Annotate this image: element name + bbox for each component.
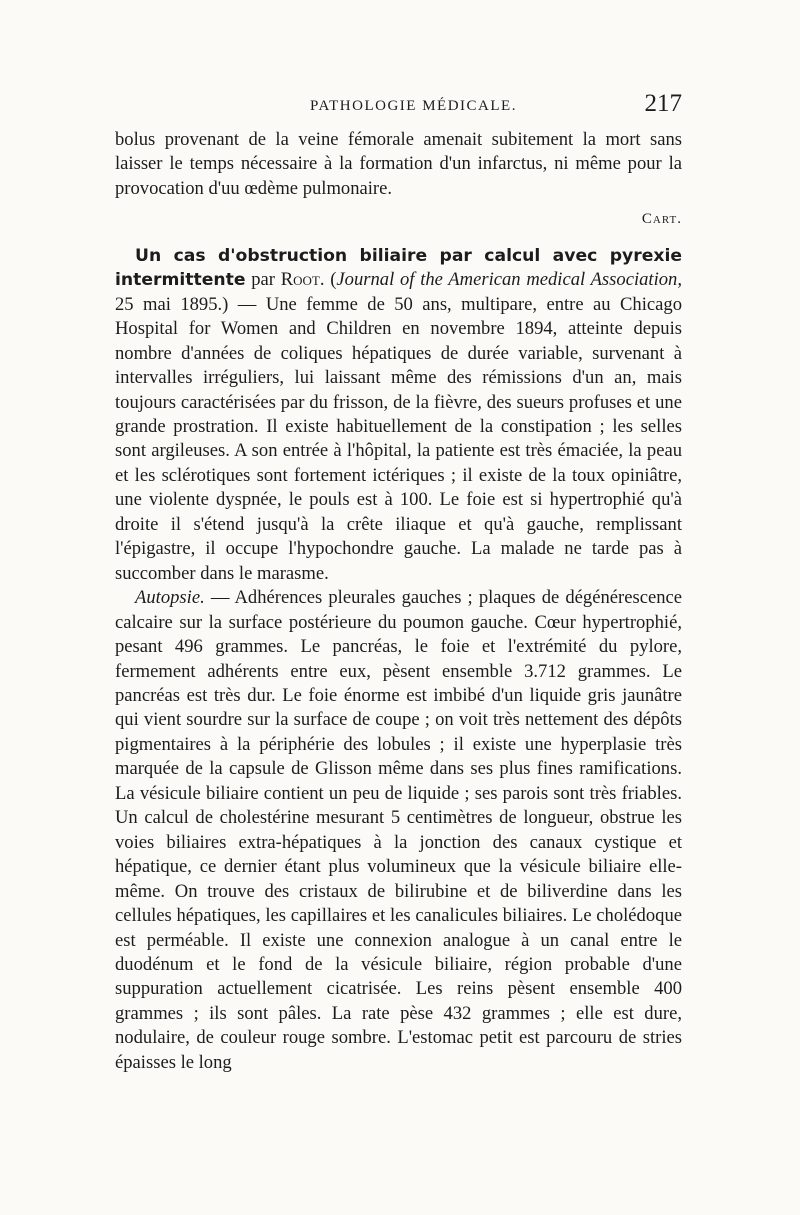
page-header xyxy=(115,90,682,130)
running-title: PATHOLOGIE MÉDICALE. xyxy=(310,98,517,114)
article-title: Un cas d'obstruction biliaire par calcul avec pyrexie intermittente xyxy=(115,245,682,291)
author-signature: Cart. xyxy=(641,211,682,228)
article-paragraph xyxy=(115,244,682,586)
citation-date: 25 mai 1895.) xyxy=(115,293,229,315)
citation-open: ( xyxy=(330,269,337,291)
autopsy-text: — Adhérences pleurales gauches ; plaques de dégénérescence calcaire sur la surface postérieure du poumon gauche. Cœur hypertrophié, pesant 496 grammes. Le pancréas, le foie et l'extrémité du pylore, fermement adhérents entre eux, pèsent ensemble 3.712 grammes. Le pancréas est très dur. Le foie énorme est imbibé d'un liquide gris jaunâtre qui vient sourdre sur la surface de coupe ; on voit très nettement des dépôts pigmentaires à la périphérie des lobules ; il existe une hyperplasie très marquée de la capsule de Glisson même dans ses plus fines ramifications. La vésicule biliaire contient un peu de liquide ; ses parois sont très friables. Un calcul de cholestérine mesurant 5 centimètres de longueur, obstrue les voies biliaires extra-hépatiques à la jonction des canaux cystique et hépatique, ce dernier étant plus volumineux que la vésicule biliaire elle-même. On trouve des cristaux de bilirubine et de biliverdine dans les cellules hépatiques, les capillaires et les canalicules biliaires. Le cholédoque est perméable. Il existe une connexion analogue à un canal entre le duodénum et le fond de la vésicule biliaire, région probable d'une suppuration actuellement cicatrisée. Les reins pèsent ensemble 400 grammes ; ils sont pâles. La rate pèse 432 grammes ; elle est dure, nodulaire, de couleur rouge sombre. L'estomac petit est parcouru de stries épaisses le long xyxy=(115,587,682,1073)
autopsy-label: Autopsie. xyxy=(135,587,205,609)
continuation-paragraph: bolus provenant de la veine fémorale amenait subitement la mort sans laisser le temps nécessaire à la formation d'un infarctus, ni même pour la provocation d'uu œdème pulmonaire. xyxy=(115,129,682,199)
body-text xyxy=(115,128,682,1075)
article-body: — Une femme de 50 ans, multipare, entre au Chicago Hospital for Women and Children en novembre 1894, atteinte depuis nombre d'années de coliques hépatiques de durée variable, survenant à intervalles irréguliers, lui laissant même des rémissions d'un an, mais toujours caractérisées par du frisson, de la fièvre, des sueurs profuses et une grande prostration. Il existe habituellement de la constipation ; les selles sont argileuses. A son entrée à l'hôpital, la patiente est très émaciée, la peau et les sclérotiques sont fortement ictériques ; il existe de la toux opiniâtre, une violente dyspnée, le pouls est à 100. Le foie est si hypertrophié qu'à droite il s'étend jusqu'à la crête iliaque et qu'à gauche, remplissant l'épigastre, il occupe l'hypochondre gauche. La malade ne tarde pas à succomber dans le marasme. xyxy=(115,293,682,584)
autopsy-paragraph xyxy=(115,586,682,1075)
page-number: 217 xyxy=(644,90,682,117)
article-author: Root. xyxy=(280,269,325,291)
journal-name: Journal of the American medical Association, xyxy=(336,269,682,291)
article-by: par xyxy=(251,269,275,291)
